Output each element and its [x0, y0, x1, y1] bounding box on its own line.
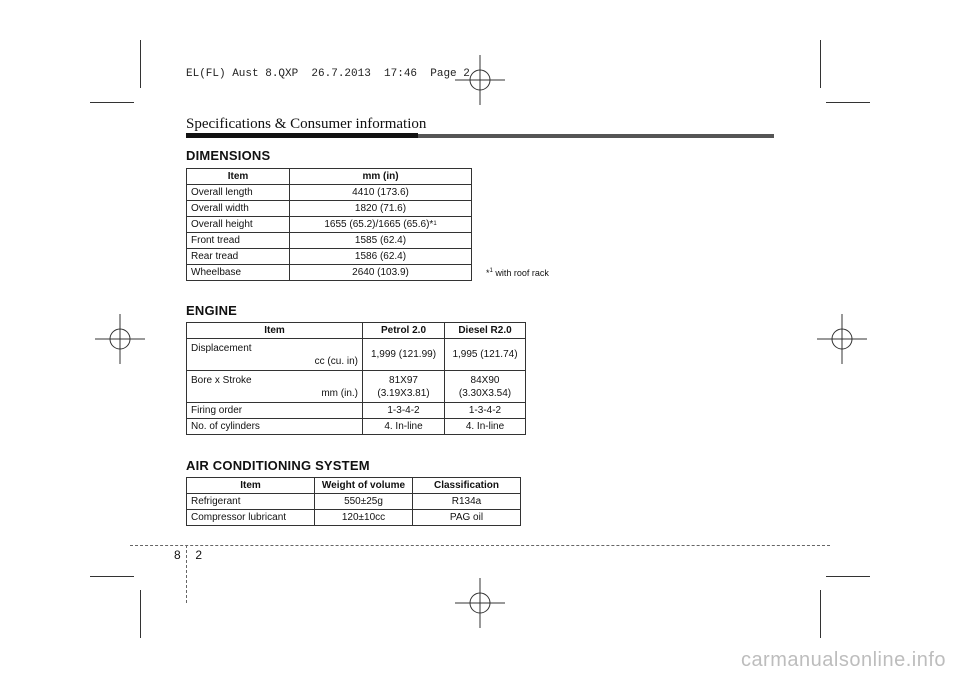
table-row [187, 494, 521, 510]
table-cell: Front tread [187, 233, 290, 249]
table-header-cell: Diesel R2.0 [445, 323, 526, 339]
table-header-row [187, 478, 521, 494]
table-row [187, 265, 472, 281]
table-header-cell: Weight of volume [315, 478, 413, 494]
crop-mark [140, 40, 141, 88]
page-header-title: Specifications & Consumer information [186, 116, 427, 132]
table-cell: 1586 (62.4) [290, 249, 472, 265]
table-row [187, 217, 472, 233]
table-cell: Overall length [187, 185, 290, 201]
footer-dashed-rule [130, 545, 830, 546]
table-cell: 1820 (71.6) [290, 201, 472, 217]
registration-mark-icon [95, 314, 145, 364]
table-row [187, 419, 526, 435]
table-cell: Wheelbase [187, 265, 290, 281]
table-header-cell: Petrol 2.0 [363, 323, 445, 339]
header-rule-accent [186, 133, 418, 138]
table-header-row [187, 323, 526, 339]
watermark: carmanualsonline.info [740, 649, 946, 671]
table-header-cell: Classification [413, 478, 521, 494]
table-cell: 2640 (103.9) [290, 265, 472, 281]
footnote-ref: 1 [433, 221, 437, 227]
table-cell: Rear tread [187, 249, 290, 265]
section-title-engine: ENGINE [186, 303, 238, 318]
ac-table [186, 477, 521, 526]
bore-value: 81X97 [389, 374, 418, 386]
crop-mark [826, 576, 870, 577]
table-header-cell: Item [187, 169, 290, 185]
registration-mark-icon [455, 55, 505, 105]
table-header-cell: Item [187, 478, 315, 494]
crop-mark [820, 590, 821, 638]
table-row [187, 403, 526, 419]
engine-item-label: Displacement [191, 342, 252, 354]
registration-mark-icon [455, 578, 505, 628]
table-row [187, 233, 472, 249]
table-cell: Firing order [187, 403, 363, 419]
table-header-cell: Item [187, 323, 363, 339]
dimensions-table [186, 168, 472, 281]
bore-value: 84X90 [470, 374, 500, 386]
printer-slug: EL(FL) Aust 8.QXP 26.7.2013 17:46 Page 2 [186, 68, 470, 80]
table-cell: 1-3-4-2 [445, 403, 526, 419]
table-cell: Overall height [187, 217, 290, 233]
table-row [187, 249, 472, 265]
engine-table [186, 322, 526, 435]
bore-value-in: (3.19X3.81) [377, 387, 430, 399]
table-row [187, 201, 472, 217]
engine-item-unit: mm (in.) [321, 387, 358, 399]
table-cell: 4. In-line [363, 419, 445, 435]
section-title-ac: AIR CONDITIONING SYSTEM [186, 458, 370, 473]
table-cell: Overall width [187, 201, 290, 217]
overall-height-value: 1655 (65.2)/1665 (65.6)* [324, 219, 434, 230]
table-cell: 1585 (62.4) [290, 233, 472, 249]
crop-mark [140, 590, 141, 638]
table-row [187, 339, 526, 371]
table-cell: 4410 (173.6) [290, 185, 472, 201]
page-number-value: 2 [195, 548, 203, 562]
table-cell: Refrigerant [187, 494, 315, 510]
bore-value-in: (3.30X3.54) [458, 387, 512, 399]
page-number [174, 548, 202, 562]
engine-item-label: Bore x Stroke [191, 374, 252, 386]
crop-mark [826, 102, 870, 103]
table-row [187, 185, 472, 201]
table-cell [187, 339, 363, 371]
table-row [187, 510, 521, 526]
table-cell: PAG oil [413, 510, 521, 526]
footnote [486, 268, 549, 278]
table-cell [445, 371, 526, 403]
table-cell [363, 371, 445, 403]
table-row [187, 371, 526, 403]
engine-item-unit: cc (cu. in) [314, 355, 358, 367]
table-cell: 1,995 (121.74) [445, 339, 526, 371]
crop-mark [90, 576, 134, 577]
table-header-row [187, 169, 472, 185]
registration-mark-icon [817, 314, 867, 364]
footnote-text: with roof rack [492, 268, 549, 278]
table-cell: 1,999 (121.99) [363, 339, 445, 371]
table-header-cell: mm (in) [290, 169, 472, 185]
section-number: 8 [174, 548, 181, 562]
crop-mark [90, 102, 134, 103]
table-cell [290, 217, 472, 233]
footnote-star: * [486, 268, 490, 278]
table-cell: No. of cylinders [187, 419, 363, 435]
table-cell: 4. In-line [445, 419, 526, 435]
table-cell: 1-3-4-2 [363, 403, 445, 419]
table-cell: 120±10cc [315, 510, 413, 526]
section-title-dimensions: DIMENSIONS [186, 148, 271, 163]
table-cell [187, 371, 363, 403]
table-cell: 550±25g [315, 494, 413, 510]
crop-mark [820, 40, 821, 88]
footnote-sup: 1 [489, 268, 493, 274]
table-cell: R134a [413, 494, 521, 510]
table-cell: Compressor lubricant [187, 510, 315, 526]
